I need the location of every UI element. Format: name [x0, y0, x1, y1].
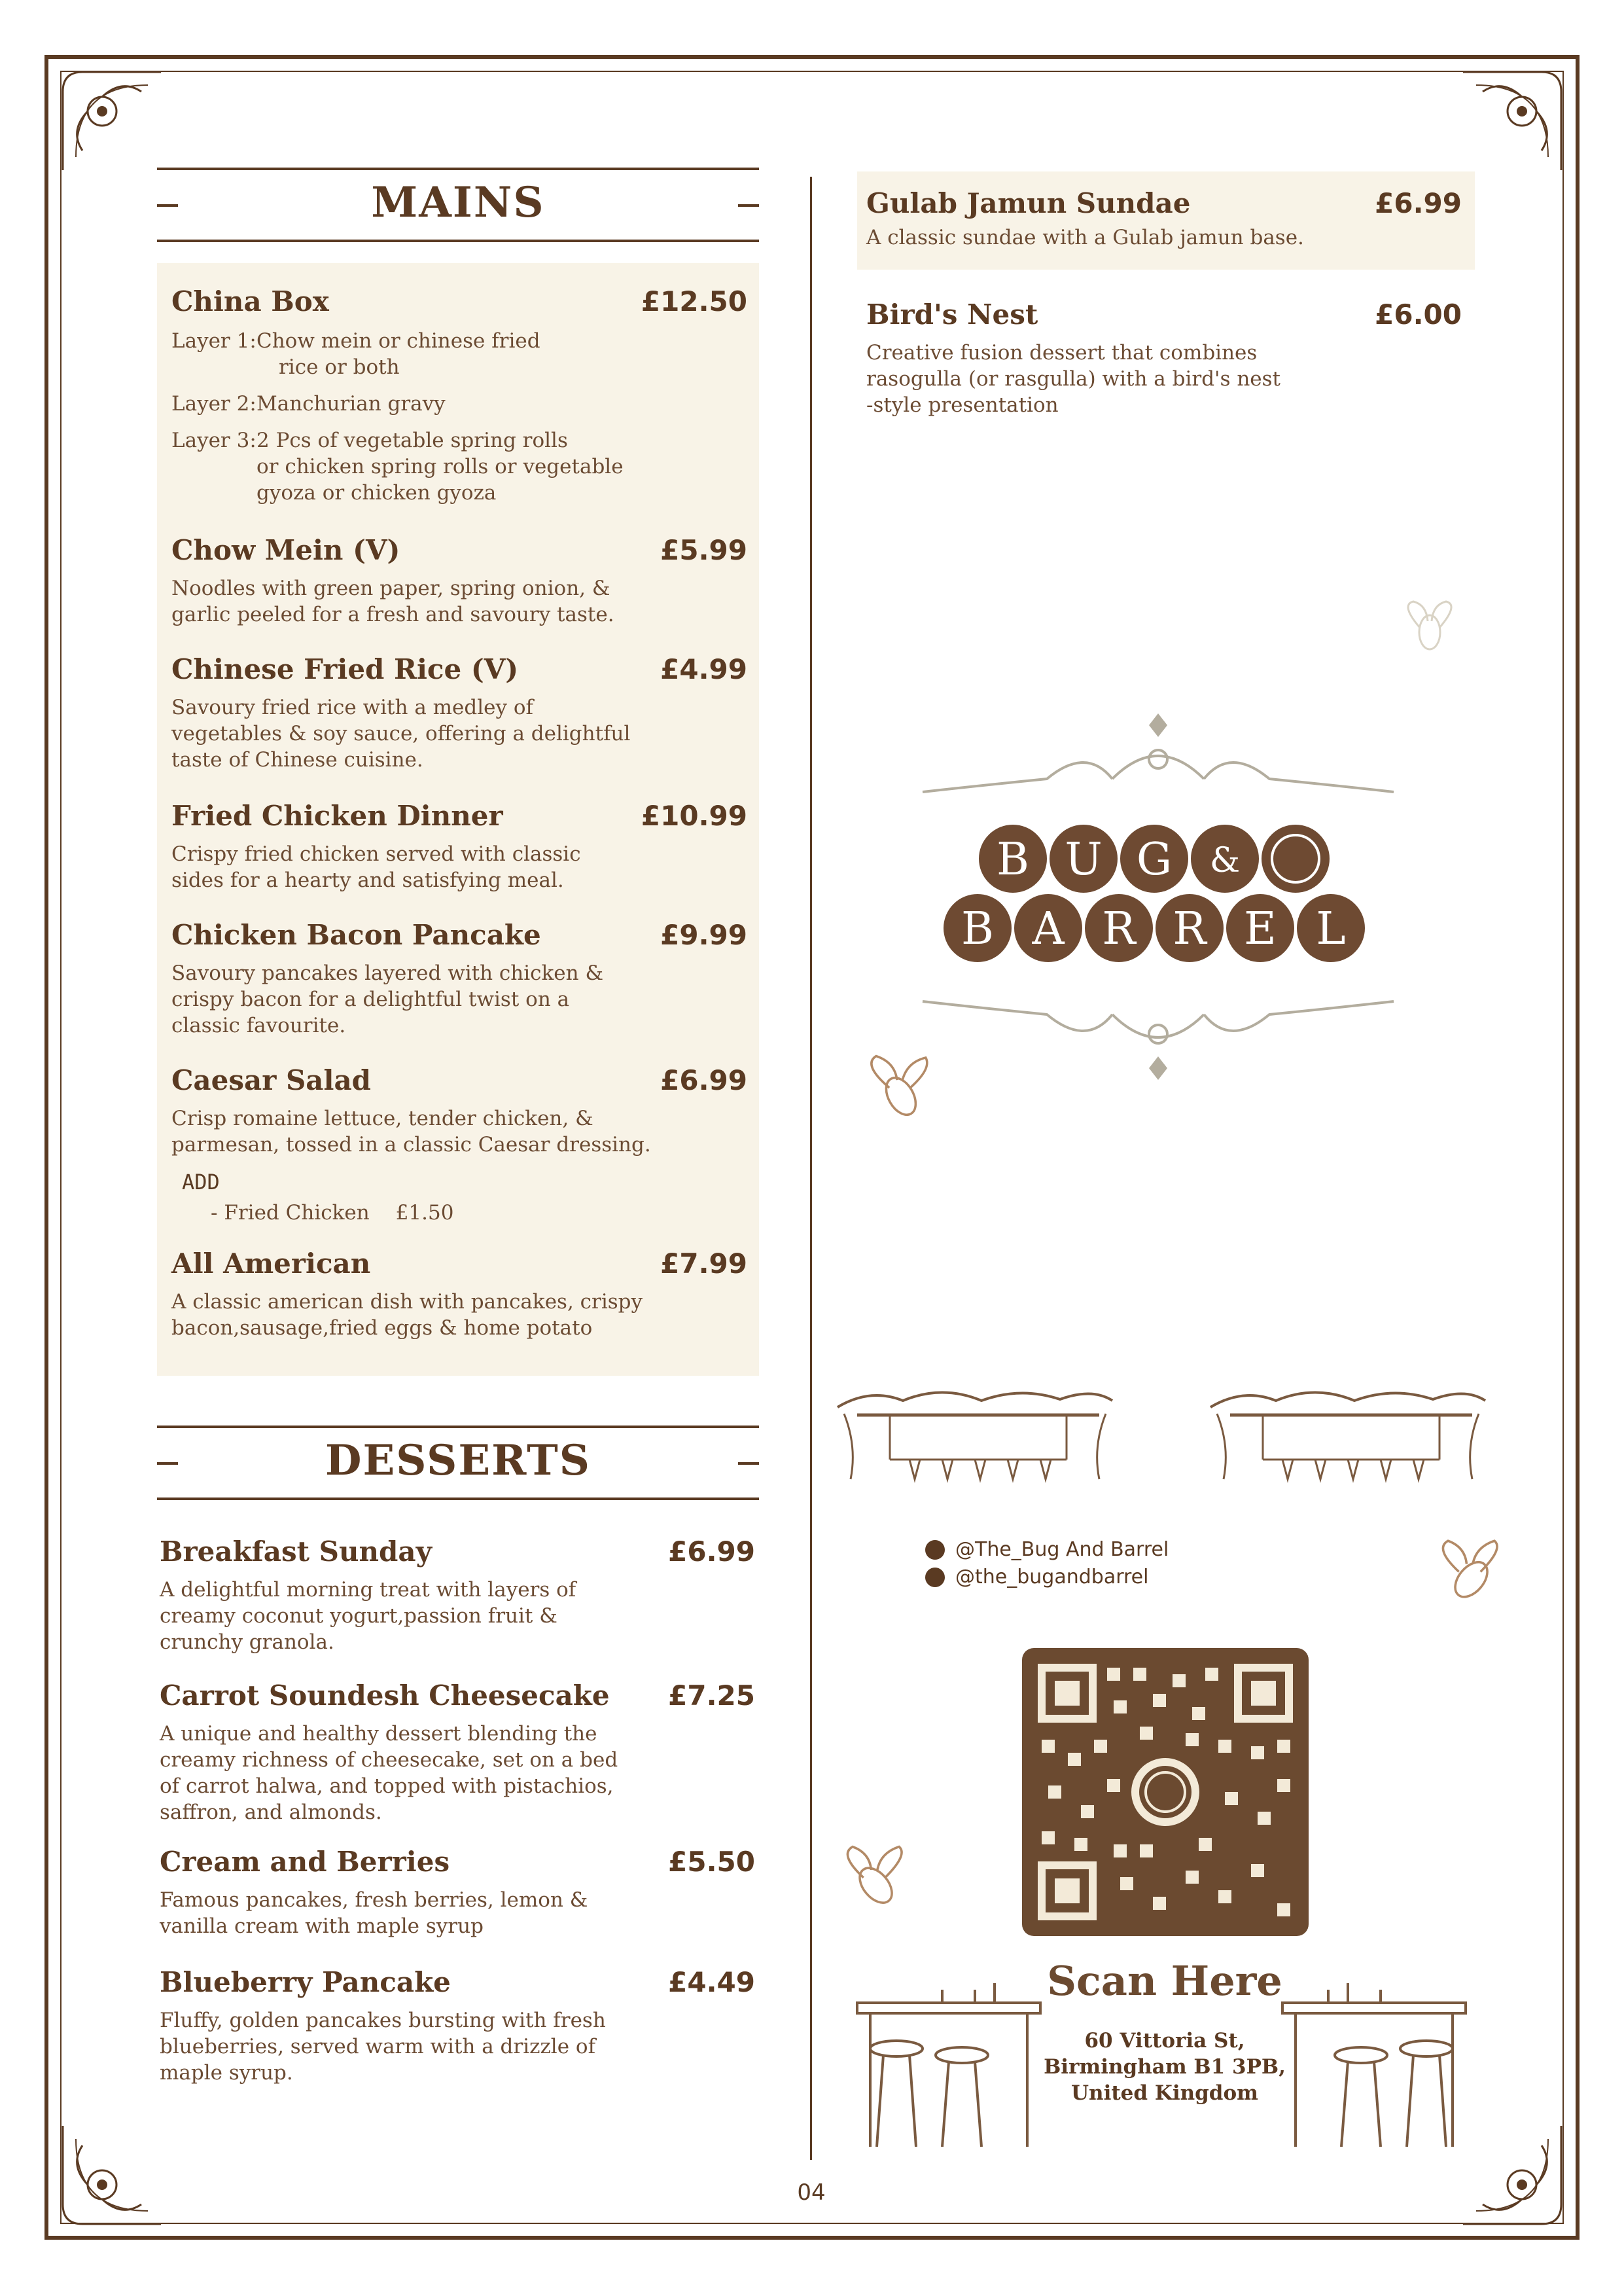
menu-item: Chow Mein (V) £5.99 Noodles with green paper, spring onion, & garlic peeled for a fresh and savoury taste.: [171, 534, 747, 626]
logo-letter: R: [1102, 903, 1136, 955]
logo-letter: A: [1032, 903, 1065, 955]
menu-item: [171, 285, 747, 506]
item-name: China Box: [171, 285, 329, 317]
bee-icon: [1426, 1532, 1511, 1617]
logo-letter: R: [1173, 903, 1207, 955]
logo-letter: L: [1316, 903, 1346, 955]
desserts-heading: [157, 1422, 759, 1507]
bee-icon: [1394, 592, 1466, 664]
page-number: 04: [797, 2179, 826, 2206]
corner-ornament-icon: [1456, 65, 1568, 177]
logo-letter: &: [1209, 841, 1241, 880]
layer-row: Layer 1: Chow mein or chinese fried rice or both: [171, 329, 540, 379]
menu-item: Gulab Jamun Sundae £6.99 A classic sundae with a Gulab jamun base.: [866, 187, 1462, 249]
bee-icon: [831, 1833, 916, 1924]
menu-item: Chinese Fried Rice (V) £4.99 Savoury fried rice with a medley of vegetables & soy sauce, offering a delightful taste of Chinese cuisine.: [171, 653, 747, 772]
add-on-item: - Fried Chicken £1.50: [211, 1201, 454, 1225]
social-instagram[interactable]: @the_bugandbarrel: [925, 1566, 1148, 1588]
menu-item: Cream and Berries £5.50 Famous pancakes, fresh berries, lemon & vanilla cream with maple syrup: [160, 1846, 755, 1938]
menu-item: Caesar Salad £6.99 Crisp romaine lettuce, tender chicken, & parmesan, tossed in a classic Caesar dressing. ADD - Fried Chicken £1.50: [171, 1064, 747, 1225]
facebook-icon: [925, 1540, 945, 1560]
mains-heading: [157, 164, 759, 249]
menu-item: Carrot Soundesh Cheesecake £7.25 A unique and healthy dessert blending the creamy richness of cheesecake, set on a bed of carrot halwa, and topped with pistachios, saffron, and almonds.: [160, 1679, 755, 1824]
logo-letter: E: [1244, 903, 1277, 955]
qr-code[interactable]: [1022, 1648, 1309, 1936]
corner-ornament-icon: [56, 65, 168, 177]
bug-and-barrel-logo: [916, 707, 1400, 1086]
scan-here-label: Scan Here: [1047, 1957, 1282, 2005]
menu-item: Chicken Bacon Pancake £9.99 Savoury pancakes layered with chicken & crispy bacon for a delightful twist on a classic favourite.: [171, 919, 747, 1037]
plant-shelf-illustration: [1204, 1381, 1492, 1512]
add-on-label: ADD: [182, 1170, 220, 1194]
logo-letter: U: [1065, 834, 1103, 886]
logo-letter: G: [1136, 834, 1173, 886]
layer-row: Layer 2: Manchurian gravy: [171, 392, 446, 416]
plant-shelf-illustration: [831, 1381, 1119, 1512]
menu-item: Bird's Nest £6.00 Creative fusion dessert that combines rasogulla (or rasgulla) with a bird's nest -style presentation: [866, 298, 1462, 417]
menu-item: Breakfast Sunday £6.99 A delightful morning treat with layers of creamy coconut yogurt,passion fruit & crunchy granola.: [160, 1535, 755, 1654]
corner-ornament-icon: [56, 2119, 168, 2231]
address: 60 Vittoria St, Birmingham B1 3PB, United Kingdom: [1044, 2029, 1286, 2105]
menu-item: Blueberry Pancake £4.49 Fluffy, golden pancakes bursting with fresh blueberries, served warm with a drizzle of maple syrup.: [160, 1966, 755, 2085]
instagram-icon: [925, 1568, 945, 1587]
menu-item: Fried Chicken Dinner £10.99 Crispy fried chicken served with classic sides for a hearty and satisfying meal.: [171, 800, 747, 892]
mains-title: MAINS: [371, 178, 545, 227]
logo-letter: B: [997, 834, 1029, 886]
item-price: £12.50: [641, 285, 747, 317]
column-divider: [810, 177, 812, 2160]
social-facebook[interactable]: @The_Bug And Barrel: [925, 1538, 1169, 1561]
layer-row: Layer 3: 2 Pcs of vegetable spring rolls or chicken spring rolls or vegetable gyoza or chicken gyoza: [171, 429, 624, 505]
qr-pattern-icon: [1022, 1648, 1309, 1936]
logo-letter: B: [961, 903, 994, 955]
menu-item: All American £7.99 A classic american dish with pancakes, crispy bacon,sausage,fried eggs & home potato: [171, 1247, 747, 1340]
desserts-title: DESSERTS: [325, 1436, 591, 1485]
bee-icon: [855, 1042, 940, 1134]
